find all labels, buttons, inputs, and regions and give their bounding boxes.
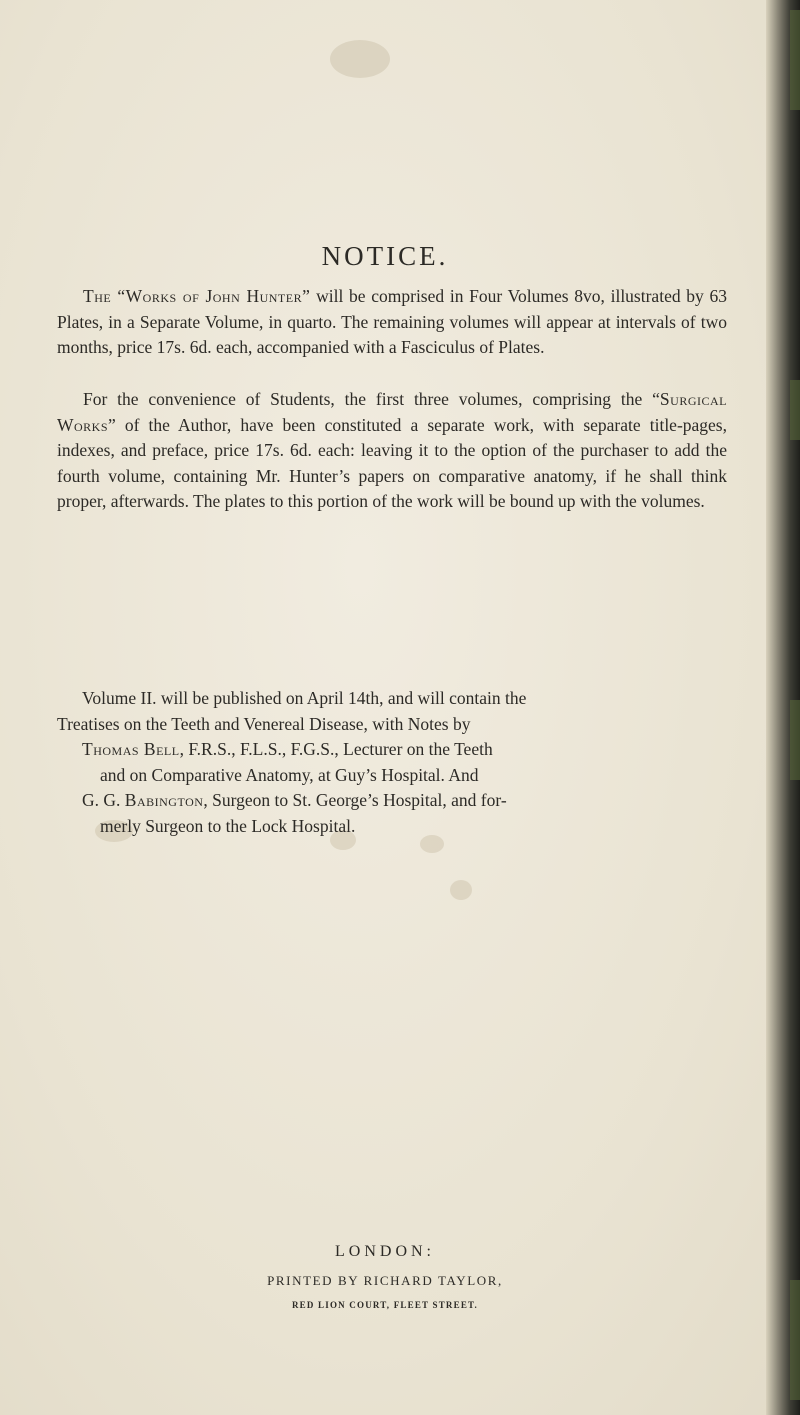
volume-two-line: merly Surgeon to the Lock Hospital. <box>100 815 356 836</box>
paper-stain <box>450 880 472 900</box>
editor-bell-name: Thomas Bell <box>82 739 180 760</box>
works-description: will be comprised in Four Volumes 8vo, illustrated by 63 Plates, in a Separate Volume, in quarto. The remaining volumes will appear at intervals of two months, price 17s. 6d. each, accompanied with a Fasciculus of Plates. <box>57 286 727 358</box>
notice-title: NOTICE. <box>321 241 449 271</box>
volume-two-line <box>58 737 732 763</box>
spine-mark <box>790 380 800 440</box>
imprint-address: RED LION COURT, FLEET STREET. <box>291 1300 479 1310</box>
editor-babington-name: Babington <box>124 790 204 811</box>
volume-two-line: and on Comparative Anatomy, at Guy’s Hospital. And <box>100 764 479 785</box>
book-spine-edge <box>766 0 800 1415</box>
editor-babington-credentials: , Surgeon to St. George’s Hospital, and for- <box>203 790 507 811</box>
imprint-city: LONDON: <box>335 1243 435 1260</box>
students-text-part2: ” of the Author, have been constituted a separate work, with separate title-pages, indexes, and preface, price 17s. 6d. each: leaving it to the option of the purchaser to add the fourth volume, containing Mr. Hunter’s papers on comparative anatomy, if he shall think proper, afterwards. The plates to this portion of the work will be bound up with the volumes. <box>57 414 727 512</box>
volume-two-notice <box>57 686 732 840</box>
paragraph-works-text <box>57 284 727 361</box>
paragraph-students-text <box>57 387 727 515</box>
paragraph-works <box>57 284 727 361</box>
editor-babington-initials: G. G. <box>82 790 121 811</box>
volume-two-line: Treatises on the Teeth and Venereal Disease, with Notes by <box>57 713 471 734</box>
spine-mark <box>790 10 800 110</box>
spine-mark <box>790 700 800 780</box>
volume-two-line <box>58 788 732 814</box>
paper-stain <box>330 40 390 78</box>
imprint-printer: PRINTED BY RICHARD TAYLOR, <box>267 1273 503 1288</box>
volume-two-line: Volume II. will be published on April 14th, and will contain the <box>82 688 527 708</box>
spine-mark <box>790 1280 800 1400</box>
works-title: The “Works of John Hunter” <box>83 286 311 306</box>
editor-bell-credentials: , F.R.S., F.L.S., F.G.S., Lecturer on the Teeth <box>179 739 493 760</box>
paragraph-students <box>57 387 727 515</box>
surgical-works-title: Surgical Works <box>57 389 727 435</box>
students-text-part1: For the convenience of Students, the first three volumes, comprising the “ <box>83 389 660 409</box>
